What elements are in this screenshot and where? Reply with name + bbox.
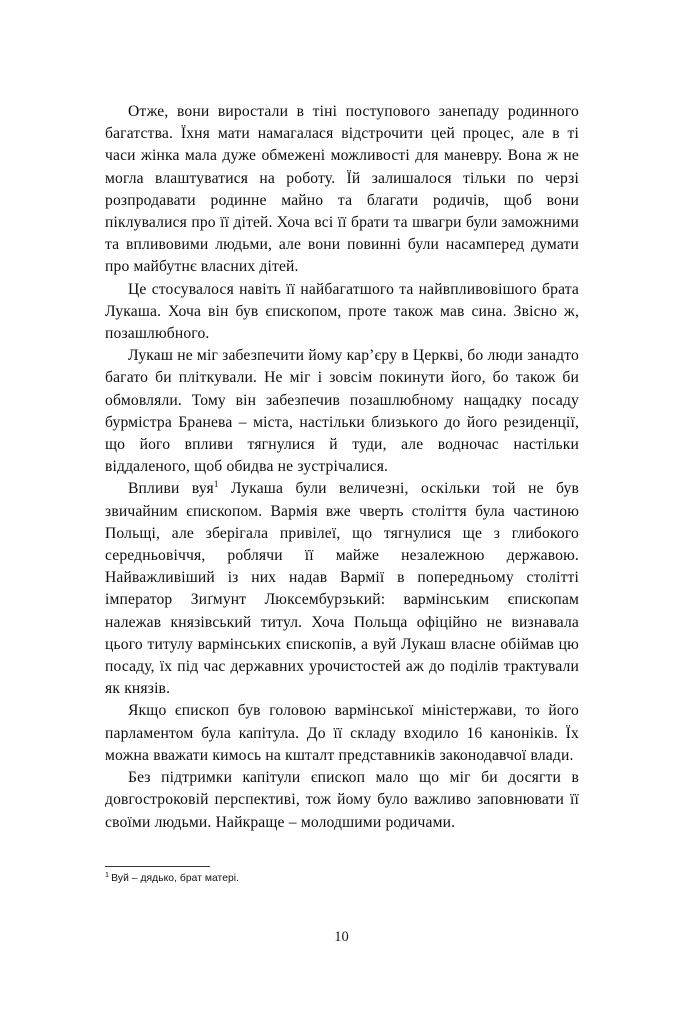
paragraph-3: Лукаш не міг забезпечити йому кар’єру в Церкві, бо люди занадто багато би пліткували. Не міг і зовсім покинути його, бо також би обмовляли. Тому він забезпечив позашлюбному нащадку посаду бурмістра Бранева – міста, настільки близького до його резиденції, що його впливи тягнулися й туди, але водночас настільки віддаленого, щоб обидва не зустрічалися. (105, 347, 579, 476)
paragraph-4 (105, 478, 579, 700)
paragraph-2: Це стосувалося навіть її найбагатшого та найвпливовішого брата Лукаша. Хоча він був єпископом, проте також мав сина. Звісно ж, позашлюбного. (105, 280, 579, 343)
footnote-area (105, 866, 579, 885)
main-text-block (105, 101, 579, 834)
paragraph-6: Без підтримки капітули єпископ мало що міг би досягти в довгостроковій перспективі, тож йому було важливо заповнювати її своїми людьми. Найкраще – молодшими родичами. (105, 769, 579, 831)
footnote-text: Вуй – дядько, брат матері. (111, 873, 240, 884)
paragraph-1: Отже, вони виростали в тіні поступового занепаду родинного багатства. Їхня мати намагалася відстрочити цей процес, але в ті часи жінка мала дуже обмежені можливості для маневру. Вона ж не могла влаштуватися на роботу. Їй залишалося тільки по черзі розпродавати родинне майно та благати родичів, щоб вони піклувалися про її дітей. Хоча всі її брати та швагри були заможними та впливовими людьми, але вони повинні були насамперед думати про майбутнє власних дітей. (105, 103, 579, 276)
paragraph-4-text-before-footnote-ref: Впливи вуя (128, 480, 214, 498)
footnote-separator-rule (105, 866, 210, 867)
paragraph-5: Якщо єпископ був головою вармінської міністержави, то його парламентом була капітула. До її складу входило 16 каноніків. Їх можна вважати кимось на кшталт представників законодавчої влади. (105, 702, 579, 764)
footnote-entry (105, 869, 579, 885)
footnote-reference-marker[interactable]: 1 (213, 480, 219, 491)
paragraph-4-text-after-footnote-ref: Лукаша були величезні, оскільки той не був звичайним єпископом. Вармія вже чверть століття була частиною Польщі, але зберігала привілеї, що тягнулися ще з глибокого середньовіччя, роблячи її майже незалежною державою. Найважливіший із них надав Вармії в попередньому столітті імператор Зиґмунт Люксембурзький: вармінським єпископам належав князівський титул. Хоча Польща офіційно не визнавала цього титулу вармінських єпископів, а вуй Лукаш власне обіймав цю посаду, їх під час державних урочистостей аж до поділів трактували як князів. (105, 480, 580, 698)
page-number: 10 (334, 929, 349, 945)
footnote-number: 1 (105, 869, 110, 879)
